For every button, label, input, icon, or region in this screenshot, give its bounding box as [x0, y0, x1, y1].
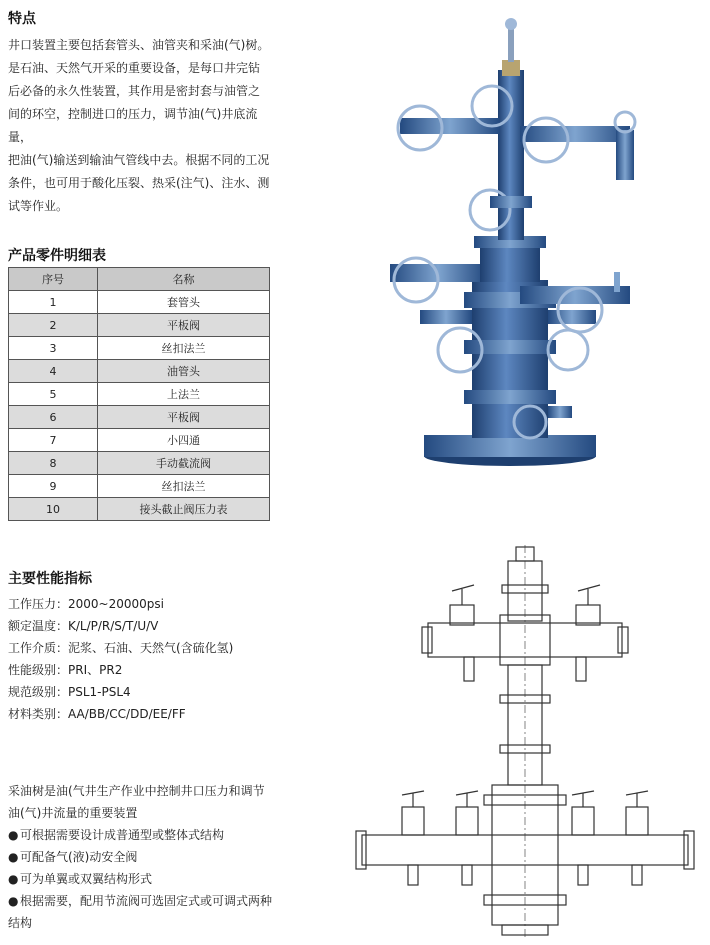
table-row: [9, 337, 270, 360]
features-line: 间的环空，控制进口的压力，调节油(气)井底流量，: [8, 107, 258, 144]
table-row: [9, 314, 270, 337]
bullet-text: 可配备气(液)动安全阀: [20, 850, 138, 864]
performance-item: 性能级别：PRI、PR2: [8, 663, 123, 677]
bullet-text: 可为单翼或双翼结构形式: [20, 872, 153, 886]
table-row: [9, 452, 270, 475]
description-block: [8, 780, 283, 934]
features-line: 试等作业。: [8, 199, 69, 213]
bullet-item: [8, 824, 283, 846]
table-row: [9, 360, 270, 383]
row-name: 上法兰: [98, 383, 270, 406]
features-title: 特点: [8, 11, 36, 27]
row-name: 手动截流阀: [98, 452, 270, 475]
bullet-item: [8, 890, 283, 934]
features-line: 后必备的永久性装置，其作用是密封套与油管之: [8, 84, 261, 98]
wellhead-drawing-image: [352, 545, 697, 937]
table-row: [9, 291, 270, 314]
bullet-icon: ●: [8, 828, 19, 842]
row-index: 10: [9, 498, 98, 521]
row-name: 丝扣法兰: [98, 337, 270, 360]
row-index: 8: [9, 452, 98, 475]
performance-item: 工作介质：泥浆、石油、天然气(含硫化氢): [8, 641, 234, 655]
table-row: [9, 475, 270, 498]
row-index: 4: [9, 360, 98, 383]
features-line: 条件，也可用于酸化压裂、热采(注气)、注水、测: [8, 176, 270, 190]
features-line: 井口装置主要包括套管头、油管夹和采油(气)树。: [8, 38, 270, 52]
row-name: 接头截止阀压力表: [98, 498, 270, 521]
bullet-icon: ●: [8, 894, 19, 908]
bullet-item: [8, 868, 283, 890]
bullet-text: 可根据需要设计成普通型或整体式结构: [20, 828, 225, 842]
row-index: 2: [9, 314, 98, 337]
performance-item: 材料类别：AA/BB/CC/DD/EE/FF: [8, 707, 186, 721]
table-row: [9, 406, 270, 429]
features-line: 是石油、天然气开采的重要设备，是每口井完钻: [8, 61, 261, 75]
table-row: [9, 383, 270, 406]
header-index: 序号: [9, 268, 98, 291]
row-name: 丝扣法兰: [98, 475, 270, 498]
performance-item: 额定温度：K/L/P/R/S/T/U/V: [8, 619, 159, 633]
row-index: 1: [9, 291, 98, 314]
parts-table: [8, 267, 270, 521]
row-name: 套管头: [98, 291, 270, 314]
row-name: 平板阀: [98, 314, 270, 337]
row-index: 9: [9, 475, 98, 498]
row-name: 小四通: [98, 429, 270, 452]
performance-list: [8, 593, 233, 725]
row-index: 7: [9, 429, 98, 452]
features-line: 把油(气)输送到输油气管线中去。根据不同的工况: [8, 153, 270, 167]
row-name: 油管头: [98, 360, 270, 383]
performance-item: 规范级别：PSL1-PSL4: [8, 685, 131, 699]
row-index: 6: [9, 406, 98, 429]
table-row: [9, 498, 270, 521]
row-index: 5: [9, 383, 98, 406]
bullet-item: [8, 846, 283, 868]
features-paragraph: [8, 34, 278, 218]
performance-item: 工作压力：2000~20000psi: [8, 597, 164, 611]
bullet-text: 根据需要，配用节流阀可选固定式或可调式两种结构: [8, 894, 273, 930]
table-header-row: [9, 268, 270, 291]
table-row: [9, 429, 270, 452]
description-intro-line: 油(气)井流量的重要装置: [8, 806, 138, 820]
header-name: 名称: [98, 268, 270, 291]
row-name: 平板阀: [98, 406, 270, 429]
description-intro-line: 采油树是油(气井生产作业中控制井口压力和调节: [8, 784, 265, 798]
parts-table-title: 产品零件明细表: [8, 248, 106, 264]
bullet-icon: ●: [8, 850, 19, 864]
wellhead-3d-image: [380, 10, 650, 480]
row-index: 3: [9, 337, 98, 360]
performance-title: 主要性能指标: [8, 571, 92, 587]
bullet-icon: ●: [8, 872, 19, 886]
